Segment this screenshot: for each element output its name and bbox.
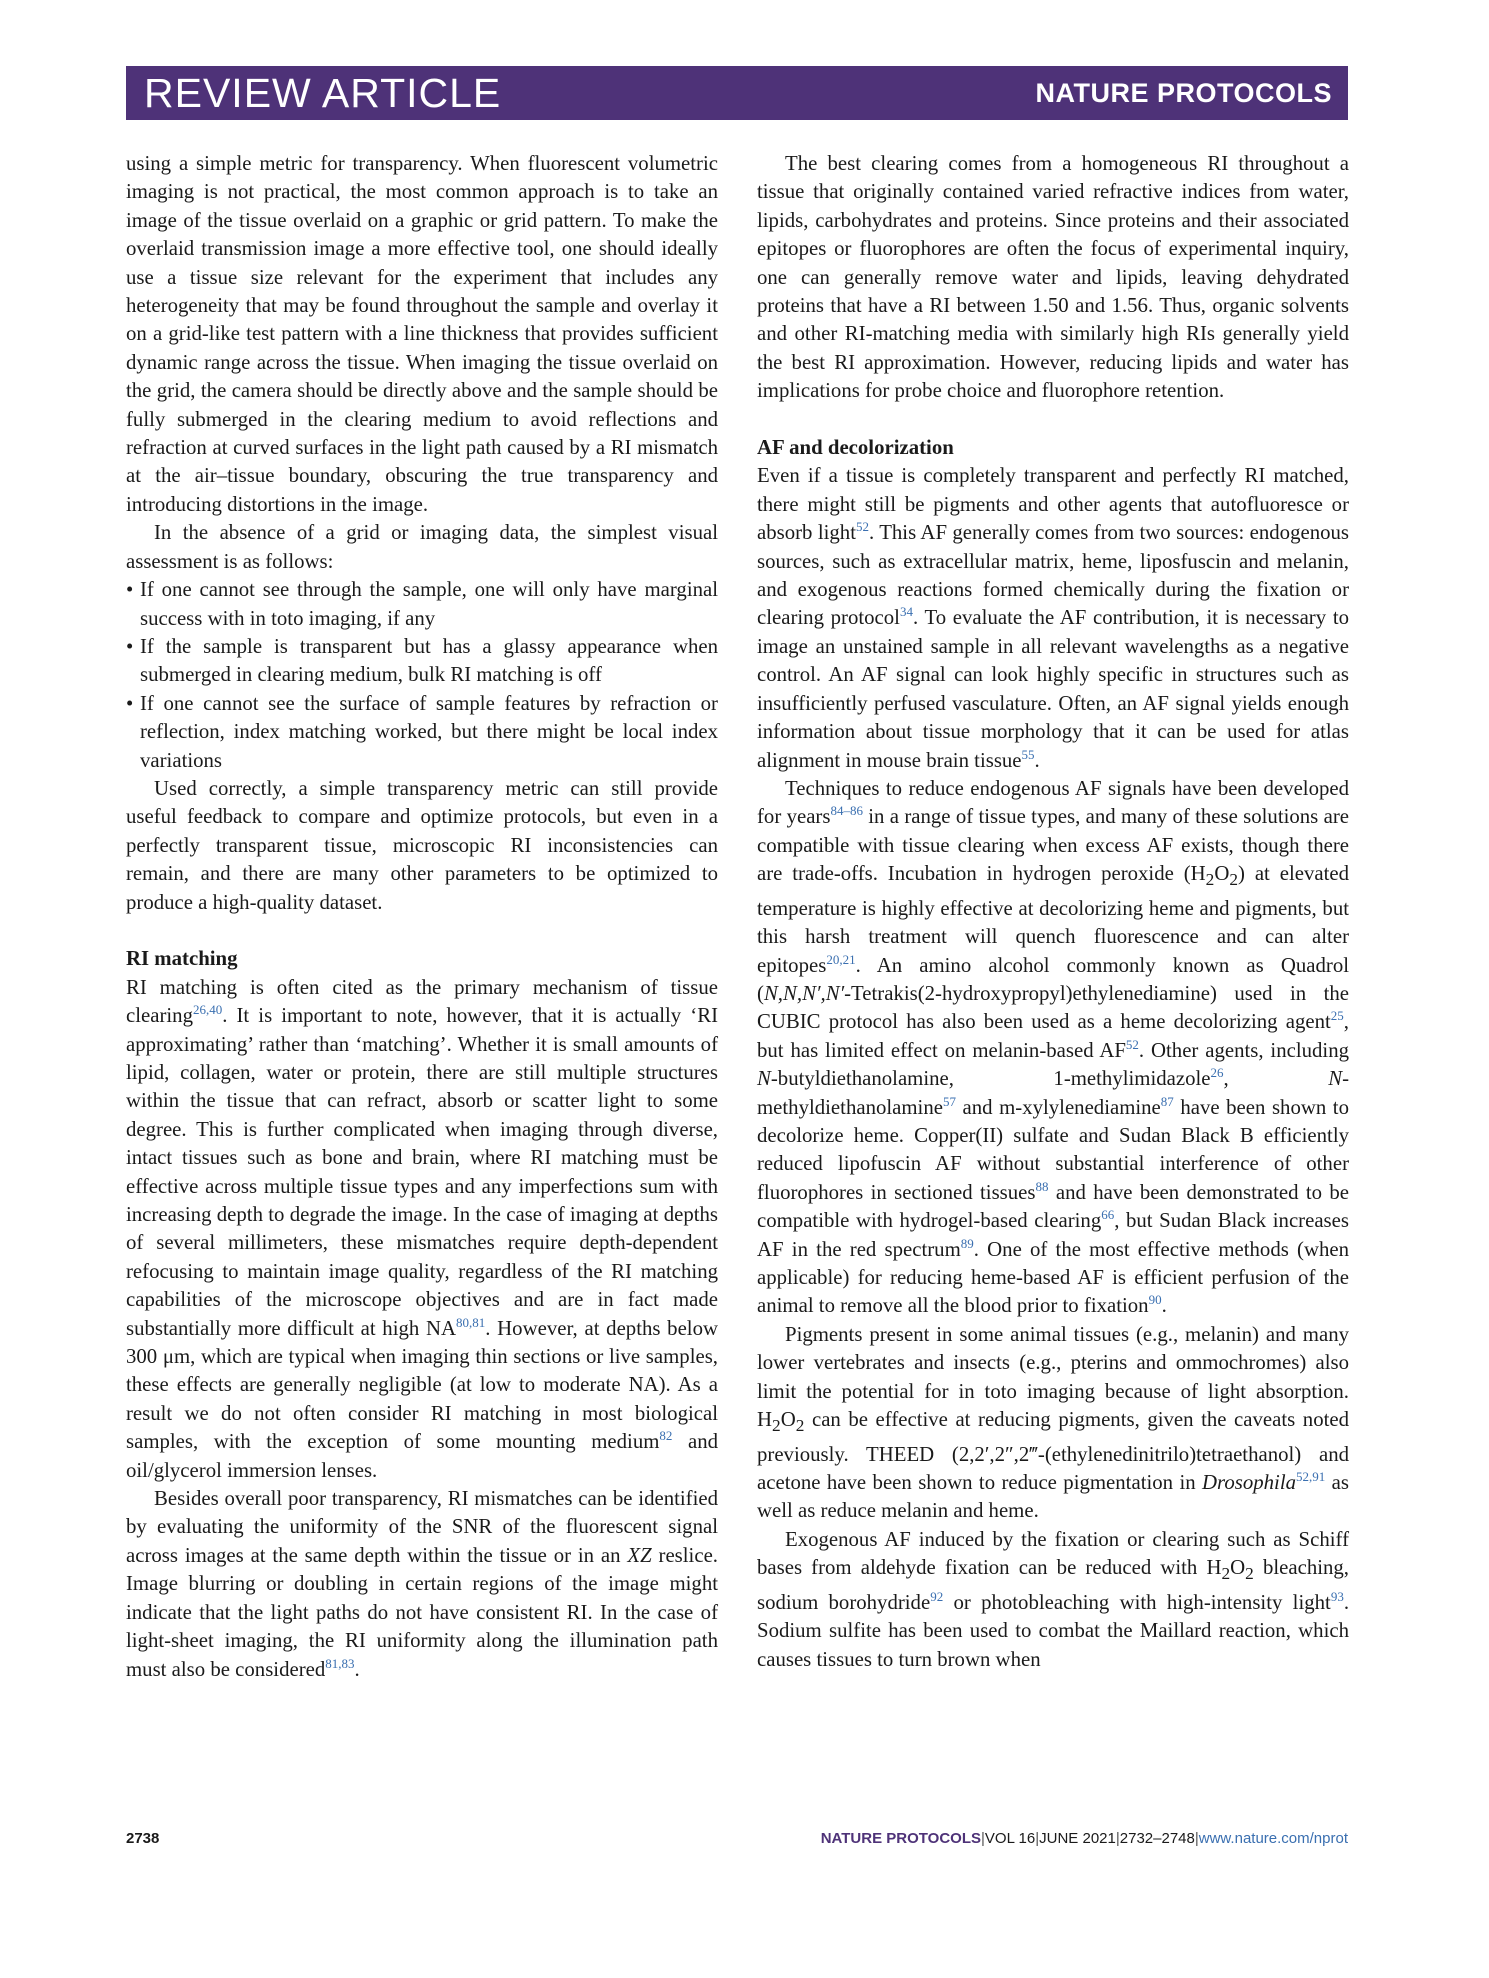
citation-link[interactable]: 66 [1101, 1207, 1115, 1223]
citation-link[interactable]: 52 [855, 519, 869, 535]
citation-link[interactable]: 87 [1160, 1093, 1174, 1109]
citation-link[interactable]: 92 [930, 1588, 944, 1604]
citation-link[interactable]: 93 [1330, 1588, 1344, 1604]
citation-link[interactable]: 26,40 [192, 1002, 223, 1018]
list-item: • If one cannot see the surface of sample features by refraction or reflection, index matching worked, but there might be local index variations [126, 690, 718, 775]
paragraph: The best clearing comes from a homogeneous RI throughout a tissue that originally contained varied refractive indices from water, lipids, carbohydrates and proteins. Since proteins and their associated epitopes or fluorophores are often the focus of experimental inquiry, one can generally remove water and lipids, leaving dehydrated proteins that have a RI between 1.50 and 1.56. Thus, organic solvents and other RI-matching media with similarly high RIs generally yield the best RI approximation. However, reducing lipids and water has implications for probe choice and fluorophore retention. [757, 152, 1349, 403]
paragraph: In the absence of a grid or imaging data, the simplest visual assessment is as follows: [126, 521, 718, 573]
footer-journal: NATURE PROTOCOLS [820, 1830, 982, 1847]
paragraph: using a simple metric for transparency. When fluorescent volumetric imaging is not practical, the most common approach is to take an image of the tissue overlaid on a graphic or grid pattern. To make the overlaid transmission image a more effective tool, one should ideally use a tissue size relevant for the experiment that includes any heterogeneity that may be found throughout the sample and overlay it on a grid-like test pattern with a line thickness that provides sufficient dynamic range across the tissue. When imaging the tissue overlaid on the grid, the camera should be directly above and the sample should be fully submerged in the clearing medium to avoid reflections and refraction at curved surfaces in the light path caused by a RI mismatch at the air–tissue boundary, obscuring the true transparency and introducing distortions in the image. [126, 152, 718, 516]
bullet-list [126, 576, 718, 775]
citation-link[interactable]: 82 [659, 1428, 673, 1444]
section-label: REVIEW ARTICLE [144, 70, 502, 116]
citation-link[interactable]: 52,91 [1296, 1468, 1326, 1484]
citation-link[interactable]: 25 [1330, 1008, 1344, 1024]
header-banner [126, 66, 1348, 120]
paragraph: Besides overall poor transparency, RI mismatches can be identified by evaluating the uniformity of the SNR of the fluorescent signal across images at the same depth within the tissue or in an XZ reslice. Image blurring or doubling in certain regions of the image might indicate that the light paths do not have consistent RI. In the case of light-sheet imaging, the RI uniformity along the illumination path must also be considered$^{81,83}$. [126, 1487, 718, 1681]
journal-label: NATURE PROTOCOLS [1035, 78, 1332, 108]
citation-link[interactable]: 90 [1148, 1292, 1162, 1308]
footer-citation: NATURE PROTOCOLS|VOL 16|JUNE 2021|2732–2748|www.nature.com/nprot [820, 1830, 1348, 1847]
right-column [757, 150, 1349, 1674]
list-item: • If the sample is transparent but has a glassy appearance when submerged in clearing medium, bulk RI matching is off [126, 633, 718, 690]
paragraph: Pigments present in some animal tissues (e.g., melanin) and many lower vertebrates and insects (e.g., pterins and ommochromes) also limit the potential for in toto imaging because of light absorption. $H_2O_2$ can be effective at reducing pigments, given the caveats noted previously. THEED (2,2′,2″,2‴-(ethylenedinitrilo)tetraethanol) and acetone have been shown to reduce pigmentation in Drosophila$^{52,91}$ as well as reduce melanin and heme. [757, 1322, 1349, 1523]
citation-link[interactable]: 89 [960, 1235, 974, 1251]
citation-link[interactable]: 81,83 [325, 1655, 355, 1671]
paragraph: RI matching is often cited as the primary mechanism of tissue clearing$^{26,40}$. It is important to note, however, that it is actually ‘RI approximating’ rather than ‘matching’. Whether it is small amounts of lipid, collagen, water or protein, there are still multiple structures within the tissue that can refract, absorb or scatter light to some degree. This is further complicated when imaging through diverse, intact tissues such as bone and brain, where RI matching must be effective across multiple tissue types and any imperfections sum with increasing depth to degrade the image. In the case of imaging at depths of several millimeters, these mismatches require depth-dependent refocusing to maintain image quality, regardless of the RI matching capabilities of the microscope objectives and are in fact made substantially more difficult at high NA$^{80,81}$. However, at depths below 300 μm, which are typical when imaging thin sections or live samples, these effects are generally negligible (at low to moderate NA). As a result we do not often consider RI matching in most biological samples, with the exception of some mounting medium$^{82}$ and oil/glycerol immersion lenses. [126, 975, 718, 1482]
citation-link[interactable]: 26 [1210, 1065, 1224, 1081]
paragraph: Exogenous AF induced by the fixation or clearing such as Schiff bases from aldehyde fixation can be reduced with $H_2O_2$ bleaching, sodium borohydride$^{92}$ or photobleaching with high-intensity light$^{93}$. Sodium sulfite has been used to combat the Maillard reaction, which causes tissues to turn brown when [757, 1527, 1350, 1671]
journal-url-link[interactable]: www.nature.com/nprot [1198, 1830, 1348, 1847]
citation-link[interactable]: 55 [1021, 746, 1035, 762]
citation-link[interactable]: 20,21 [826, 951, 856, 967]
citation-link[interactable]: 52 [1125, 1036, 1139, 1052]
paragraph: Techniques to reduce endogenous AF signals have been developed for years$^{84-86}$ in a range of tissue types, and many of these solutions are compatible with tissue clearing when excess AF exists, though there are trade-offs. Incubation in hydrogen peroxide $(H_2O_2)$ at elevated temperature is highly effective at decolorizing heme and pigments, but this harsh treatment will quench fluorescence and can alter epitopes$^{20,21}$. An amino alcohol commonly known as Quadrol (N,N,N′,N′-Tetrakis(2-hydroxypropyl)ethylenediamine) used in the CUBIC protocol has also been used as a heme decolorizing agent$^{25}$, but has limited effect on melanin-based AF$^{52}$. Other agents, including N-butyldiethanolamine, 1-methylimidazole$^{26}$, N-methyldiethanolamine$^{57}$ and m-xylylenediamine$^{87}$ have been shown to decolorize heme. Copper(II) sulfate and Sudan Black B efficiently reduced lipofuscin AF without substantial interference of other fluorophores in sectioned tissues$^{88}$ and have been demonstrated to be compatible with hydrogel-based clearing$^{66}$, but Sudan Black increases AF in the red spectrum$^{89}$. One of the most effective methods (when applicable) for reducing heme-based AF is efficient perfusion of the animal to remove all the blood prior to fixation$^{90}$. [757, 776, 1349, 1318]
citation-link[interactable]: 84–86 [830, 803, 863, 819]
list-item: • If one cannot see through the sample, one will only have marginal success with in toto imaging, if any [126, 576, 718, 633]
paragraph: Used correctly, a simple transparency metric can still provide useful feedback to compare and optimize protocols, but even in a perfectly transparent tissue, microscopic RI inconsistencies can remain, and there are many other parameters to be optimized to produce a high-quality dataset. [126, 776, 718, 914]
paragraph: Even if a tissue is completely transparent and perfectly RI matched, there might still be pigments and other agents that autofluoresce or absorb light$^{52}$. This AF generally comes from two sources: endogenous sources, such as extracellular matrix, heme, liposfuscin and melanin, and exogenous reactions formed chemically during the fixation or clearing protocol$^{34}$. To evaluate the AF contribution, it is necessary to image an unstained sample in all relevant wavelengths as a negative control. An AF signal can look highly specific in structures such as insufficiently perfused vasculature. Often, an AF signal yields enough information about tissue morphology that it can be used for atlas alignment in mouse brain tissue$^{55}$. [757, 464, 1349, 772]
section-heading: AF and decolorization [757, 436, 954, 460]
citation-link[interactable]: 88 [1035, 1178, 1049, 1194]
citation-link[interactable]: 57 [942, 1093, 956, 1109]
page-number: 2738 [126, 1830, 160, 1847]
left-column [126, 150, 718, 1684]
section-heading: RI matching [126, 947, 238, 971]
citation-link[interactable]: 34 [899, 604, 913, 620]
citation-link[interactable]: 80,81 [456, 1314, 486, 1330]
